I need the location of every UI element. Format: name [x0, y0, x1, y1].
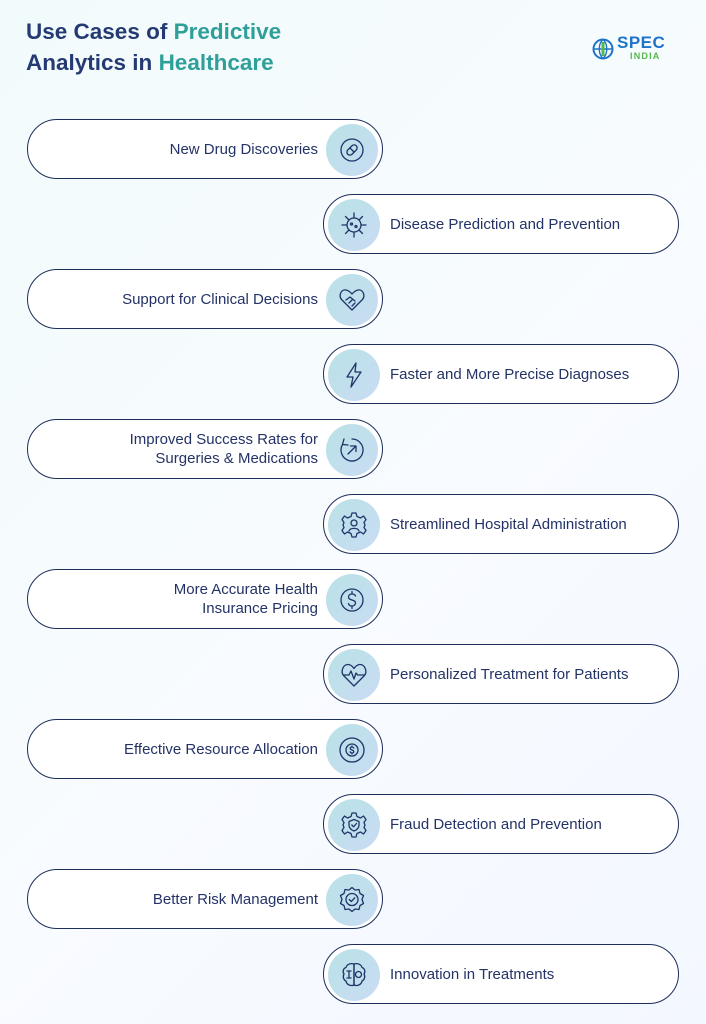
icon-badge	[326, 424, 378, 476]
brain-gear-icon	[339, 960, 369, 990]
use-case-label	[48, 570, 318, 628]
icon-badge	[328, 349, 380, 401]
icon-badge	[328, 799, 380, 851]
icon-badge	[326, 874, 378, 926]
icon-badge	[328, 499, 380, 551]
heart-handshake-icon	[337, 285, 367, 315]
use-case-card	[323, 644, 679, 704]
icon-badge	[326, 724, 378, 776]
title-part: Predictive	[173, 19, 282, 44]
icon-badge	[328, 649, 380, 701]
use-case-label	[48, 120, 318, 178]
icon-badge	[326, 124, 378, 176]
use-case-card	[27, 269, 383, 329]
title-part: Use Cases of	[26, 19, 168, 44]
growth-arrow-icon	[337, 435, 367, 465]
heartbeat-icon	[339, 660, 369, 690]
icon-badge	[326, 274, 378, 326]
use-case-card	[323, 344, 679, 404]
use-case-label	[48, 870, 318, 928]
icon-badge	[326, 574, 378, 626]
use-case-label-line: New Drug Discoveries	[169, 140, 318, 158]
globe-logo-icon	[590, 36, 616, 62]
use-case-label	[48, 420, 318, 478]
lightning-icon	[339, 360, 369, 390]
use-case-card	[27, 869, 383, 929]
icon-badge	[328, 199, 380, 251]
use-case-label-line: Effective Resource Allocation	[124, 740, 318, 758]
dollar-icon	[337, 585, 367, 615]
use-case-card	[27, 569, 383, 629]
use-case-label	[390, 495, 680, 553]
use-case-label	[390, 795, 680, 853]
use-case-label	[390, 345, 680, 403]
icon-badge	[328, 949, 380, 1001]
resource-cycle-icon	[337, 735, 367, 765]
use-case-label-line: Disease Prediction and Prevention	[390, 215, 621, 233]
use-case-label-line: Faster and More Precise Diagnoses	[390, 365, 630, 383]
use-case-card	[323, 494, 679, 554]
pill-icon	[337, 135, 367, 165]
use-case-label	[390, 945, 680, 1003]
use-case-label-line: Surgeries & Medications	[155, 450, 318, 467]
use-case-card	[27, 119, 383, 179]
use-case-label	[390, 645, 680, 703]
title-part: Analytics in	[26, 50, 153, 75]
use-case-label-line: Innovation in Treatments	[390, 965, 555, 983]
use-case-label	[390, 195, 680, 253]
gear-person-icon	[339, 510, 369, 540]
use-case-card	[27, 719, 383, 779]
use-case-label-line: Fraud Detection and Prevention	[390, 815, 602, 833]
use-case-card	[323, 194, 679, 254]
virus-icon	[339, 210, 369, 240]
logo-india-text: INDIA	[630, 51, 661, 61]
use-case-card	[27, 419, 383, 479]
use-case-label-line: Streamlined Hospital Administration	[390, 515, 627, 533]
spec-india-logo	[590, 34, 682, 66]
page-title	[26, 16, 281, 78]
use-case-label-line: Improved Success Rates for	[129, 431, 318, 448]
title-part: Healthcare	[158, 50, 274, 75]
logo-spec-text: SPEC	[617, 33, 666, 52]
use-case-label-line: More Accurate Health	[173, 581, 318, 598]
gear-shield-icon	[339, 810, 369, 840]
use-case-card	[323, 794, 679, 854]
use-case-label	[48, 270, 318, 328]
use-case-label-line: Insurance Pricing	[202, 600, 318, 617]
use-case-card	[323, 944, 679, 1004]
gear-check-icon	[337, 885, 367, 915]
use-case-label-line: Better Risk Management	[152, 890, 318, 908]
use-case-label-line: Personalized Treatment for Patients	[390, 665, 629, 683]
use-case-label-line: Support for Clinical Decisions	[122, 290, 318, 308]
use-case-label	[48, 720, 318, 778]
